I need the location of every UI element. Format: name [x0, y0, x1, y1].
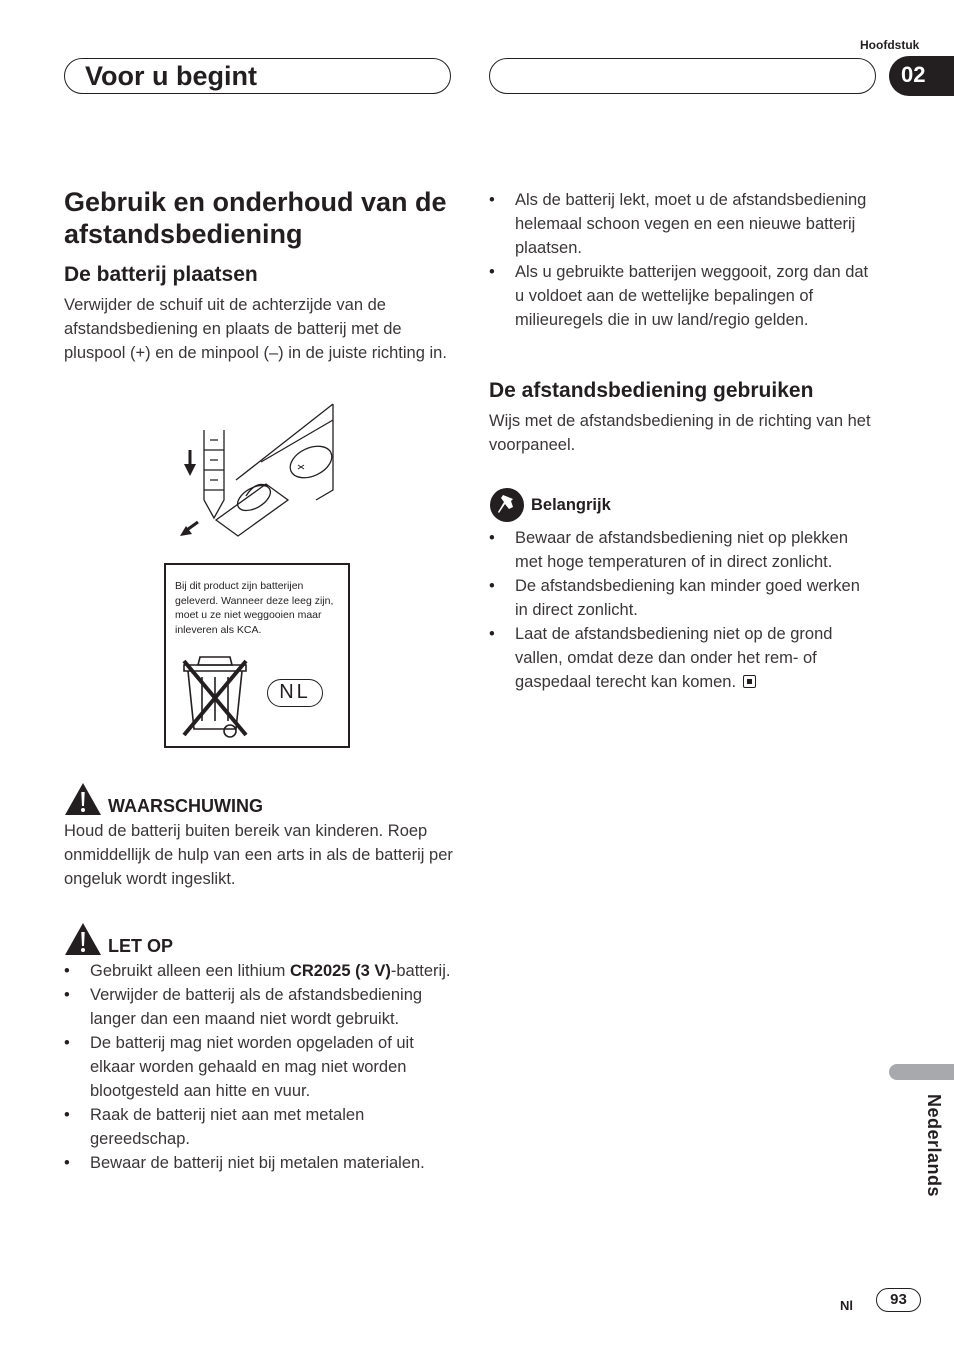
battery-instructions: Verwijder de schuif uit de achterzijde van de afstandsbediening en plaats de batterij met de pluspool (+) en de minpool (–) in de juiste richting in. [64, 296, 447, 362]
chapter-number: 02 [901, 62, 926, 87]
warning-triangle-icon [64, 782, 102, 816]
warning-label: WAARSCHUWING [108, 796, 263, 816]
battery-insertion-illustration [176, 400, 341, 540]
crossed-out-bin-icon [180, 647, 250, 739]
warning-triangle-icon [64, 922, 102, 956]
caution-list [64, 959, 454, 1175]
main-heading: Gebruik en onderhoud van de afstandsbediening [64, 187, 447, 249]
use-remote-text: Wijs met de afstandsbediening in de richting van het voorpaneel. [489, 412, 871, 454]
list-item: • De batterij mag niet worden opgeladen of uit elkaar worden gehaald en mag niet worden blootgesteld aan hitte en vuur. [64, 1031, 454, 1103]
important-list [489, 526, 875, 694]
battery-leak-list [489, 188, 875, 332]
battery-disposal-notice [164, 563, 350, 748]
use-remote-heading: De afstandsbediening gebruiken [489, 379, 814, 402]
nl-badge [267, 679, 323, 707]
page-number: 93 [890, 1291, 907, 1308]
warning-block [64, 782, 454, 891]
language-side-tab [889, 1064, 954, 1080]
list-item: • Gebruikt alleen een lithium CR2025 (3 V)-batterij. [64, 959, 454, 983]
caution-block [64, 922, 454, 1175]
list-item: • Bewaar de afstandsbediening niet op plekken met hoge temperaturen of in direct zonlicht. [489, 526, 875, 574]
battery-heading: De batterij plaatsen [64, 263, 258, 286]
list-item: • Laat de afstandsbediening niet op de grond vallen, omdat deze dan onder het rem- of gaspedaal terecht kan komen. [489, 622, 875, 694]
section-title: Voor u begint [85, 61, 257, 91]
nl-badge-text: NL [279, 681, 311, 703]
section-header-pill [64, 58, 451, 94]
footer-lang-code: Nl [840, 1298, 853, 1313]
left-column [64, 186, 454, 365]
caution-label: LET OP [108, 936, 174, 956]
language-label: Nederlands [924, 1094, 944, 1198]
disposal-notice-text: Bij dit product zijn batterijen geleverd. Wanneer deze leeg zijn, moet u ze niet weggooien maar inleveren als KCA. [175, 580, 334, 636]
page-number-badge [876, 1288, 921, 1312]
list-item: • Verwijder de batterij als de afstandsbediening langer dan een maand niet wordt gebruikt. [64, 983, 454, 1031]
right-column [489, 188, 875, 694]
list-item: • Raak de batterij niet aan met metalen gereedschap. [64, 1103, 454, 1151]
list-item: • Bewaar de batterij niet bij metalen materialen. [64, 1151, 454, 1175]
list-item: • Als u gebruikte batterijen weggooit, zorg dan dat u voldoet aan de wettelijke bepalingen of milieuregels die in uw land/regio gelden. [489, 260, 875, 332]
important-label: Belangrijk [531, 495, 611, 514]
important-header [489, 487, 875, 523]
list-item: • Als de batterij lekt, moet u de afstandsbediening helemaal schoon vegen en een nieuwe batterij plaatsen. [489, 188, 875, 260]
list-item: • De afstandsbediening kan minder goed werken in direct zonlicht. [489, 574, 875, 622]
header-empty-pill [489, 58, 876, 94]
chapter-number-badge [889, 56, 954, 96]
end-of-section-icon [743, 675, 756, 688]
pushpin-icon [489, 487, 525, 523]
chapter-label: Hoofdstuk [860, 38, 920, 52]
warning-text: Houd de batterij buiten bereik van kinderen. Roep onmiddellijk de hulp van een arts in als de batterij per ongeluk wordt ingeslikt. [64, 822, 453, 888]
